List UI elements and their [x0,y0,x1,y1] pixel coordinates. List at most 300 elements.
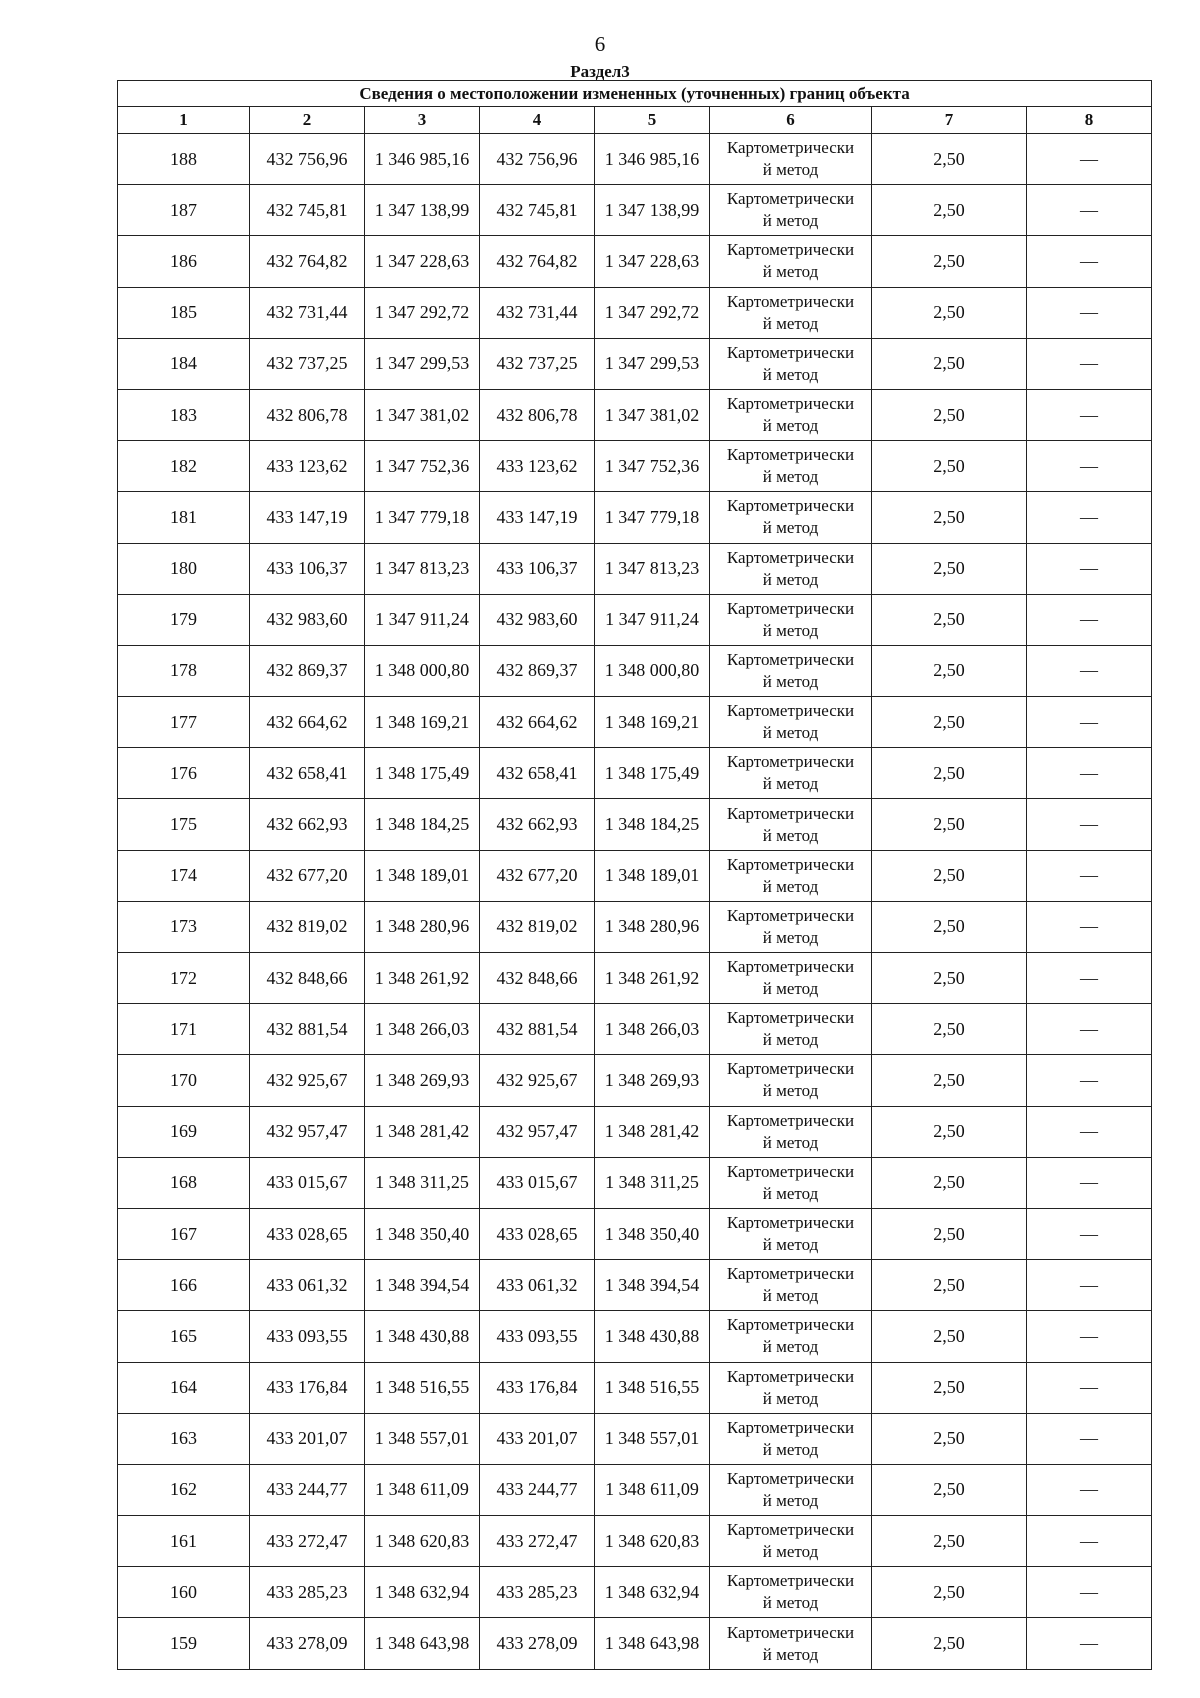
x-existing-cell: 432 925,67 [250,1055,365,1106]
y-new-cell: 1 348 261,92 [595,953,710,1004]
accuracy-cell: 2,50 [872,492,1027,543]
accuracy-cell: 2,50 [872,697,1027,748]
y-new-cell: 1 348 266,03 [595,1004,710,1055]
point-number-cell: 173 [118,901,250,952]
y-existing-cell: 1 347 752,36 [365,441,480,492]
method-cell [710,1464,872,1515]
table-row [118,441,1152,492]
y-existing-cell: 1 348 394,54 [365,1260,480,1311]
method-line-1: Картометрически [726,1520,855,1540]
method-line-2: й метод [762,364,819,384]
table-row [118,748,1152,799]
table-row [118,799,1152,850]
method-line-1: Картометрически [726,342,855,362]
x-existing-cell: 432 756,96 [250,134,365,185]
method-cell [710,901,872,952]
method-line-1: Картометрически [726,649,855,669]
table-row [118,1311,1152,1362]
method-line-1: Картометрически [726,598,855,618]
accuracy-cell: 2,50 [872,185,1027,236]
description-cell: — [1027,1567,1152,1618]
table-row [118,389,1152,440]
x-existing-cell: 433 028,65 [250,1208,365,1259]
description-cell: — [1027,953,1152,1004]
method-cell [710,236,872,287]
table-row [118,1055,1152,1106]
method-line-1: Картометрически [726,240,855,260]
point-number-cell: 169 [118,1106,250,1157]
x-existing-cell: 432 677,20 [250,850,365,901]
method-cell [710,1618,872,1669]
method-line-2: й метод [762,1388,819,1408]
x-existing-cell: 432 658,41 [250,748,365,799]
accuracy-cell: 2,50 [872,1362,1027,1413]
x-existing-cell: 433 061,32 [250,1260,365,1311]
x-new-cell: 433 201,07 [480,1413,595,1464]
table-row [118,850,1152,901]
table-row [118,1362,1152,1413]
method-cell [710,1106,872,1157]
x-existing-cell: 432 745,81 [250,185,365,236]
x-existing-cell: 433 123,62 [250,441,365,492]
method-line-1: Картометрически [726,394,855,414]
x-existing-cell: 432 737,25 [250,338,365,389]
x-existing-cell: 433 244,77 [250,1464,365,1515]
x-new-cell: 432 658,41 [480,748,595,799]
y-new-cell: 1 347 228,63 [595,236,710,287]
accuracy-cell: 2,50 [872,1516,1027,1567]
x-existing-cell: 433 093,55 [250,1311,365,1362]
method-cell [710,389,872,440]
method-cell [710,748,872,799]
y-new-cell: 1 347 299,53 [595,338,710,389]
point-number-cell: 166 [118,1260,250,1311]
x-existing-cell: 432 869,37 [250,645,365,696]
method-line-1: Картометрически [726,1213,855,1233]
y-existing-cell: 1 348 620,83 [365,1516,480,1567]
method-line-1: Картометрически [726,854,855,874]
description-cell: — [1027,134,1152,185]
y-new-cell: 1 347 138,99 [595,185,710,236]
method-cell [710,1311,872,1362]
point-number-cell: 179 [118,594,250,645]
method-line-1: Картометрически [726,1468,855,1488]
method-cell [710,543,872,594]
x-existing-cell: 433 278,09 [250,1618,365,1669]
y-existing-cell: 1 348 266,03 [365,1004,480,1055]
y-existing-cell: 1 347 911,24 [365,594,480,645]
point-number-cell: 178 [118,645,250,696]
method-cell [710,594,872,645]
method-cell [710,1157,872,1208]
accuracy-cell: 2,50 [872,389,1027,440]
x-existing-cell: 432 881,54 [250,1004,365,1055]
description-cell: — [1027,1157,1152,1208]
accuracy-cell: 2,50 [872,594,1027,645]
y-new-cell: 1 348 516,55 [595,1362,710,1413]
y-existing-cell: 1 348 261,92 [365,953,480,1004]
description-cell: — [1027,748,1152,799]
y-existing-cell: 1 348 000,80 [365,645,480,696]
method-line-1: Картометрически [726,138,855,158]
y-new-cell: 1 348 643,98 [595,1618,710,1669]
method-line-2: й метод [762,467,819,487]
description-cell: — [1027,1055,1152,1106]
y-existing-cell: 1 348 280,96 [365,901,480,952]
method-line-1: Картометрически [726,1008,855,1028]
point-number-cell: 184 [118,338,250,389]
x-new-cell: 432 745,81 [480,185,595,236]
description-cell: — [1027,1413,1152,1464]
point-number-cell: 185 [118,287,250,338]
x-new-cell: 432 737,25 [480,338,595,389]
method-line-2: й метод [762,569,819,589]
y-new-cell: 1 348 620,83 [595,1516,710,1567]
y-existing-cell: 1 348 269,93 [365,1055,480,1106]
accuracy-cell: 2,50 [872,645,1027,696]
y-new-cell: 1 348 280,96 [595,901,710,952]
y-new-cell: 1 348 311,25 [595,1157,710,1208]
method-line-2: й метод [762,876,819,896]
point-number-cell: 172 [118,953,250,1004]
accuracy-cell: 2,50 [872,1260,1027,1311]
x-new-cell: 433 147,19 [480,492,595,543]
method-cell [710,1208,872,1259]
description-cell: — [1027,1362,1152,1413]
accuracy-cell: 2,50 [872,1004,1027,1055]
x-new-cell: 432 925,67 [480,1055,595,1106]
method-line-2: й метод [762,927,819,947]
x-new-cell: 433 028,65 [480,1208,595,1259]
accuracy-cell: 2,50 [872,1311,1027,1362]
x-new-cell: 433 123,62 [480,441,595,492]
coordinates-table [117,80,1152,1670]
y-existing-cell: 1 347 299,53 [365,338,480,389]
method-line-2: й метод [762,1593,819,1613]
x-new-cell: 432 731,44 [480,287,595,338]
method-cell [710,1362,872,1413]
y-new-cell: 1 348 632,94 [595,1567,710,1618]
method-line-2: й метод [762,825,819,845]
table-row [118,1208,1152,1259]
method-cell [710,287,872,338]
method-cell [710,850,872,901]
description-cell: — [1027,441,1152,492]
y-new-cell: 1 348 430,88 [595,1311,710,1362]
method-line-2: й метод [762,1286,819,1306]
method-cell [710,338,872,389]
method-line-1: Картометрически [726,1571,855,1591]
x-new-cell: 432 869,37 [480,645,595,696]
accuracy-cell: 2,50 [872,1464,1027,1515]
y-existing-cell: 1 347 292,72 [365,287,480,338]
x-existing-cell: 432 764,82 [250,236,365,287]
point-number-cell: 164 [118,1362,250,1413]
y-new-cell: 1 348 281,42 [595,1106,710,1157]
description-cell: — [1027,492,1152,543]
x-new-cell: 433 272,47 [480,1516,595,1567]
x-new-cell: 432 957,47 [480,1106,595,1157]
method-line-2: й метод [762,262,819,282]
method-line-1: Картометрически [726,957,855,977]
table-row [118,1516,1152,1567]
table-row [118,287,1152,338]
method-cell [710,1055,872,1106]
x-new-cell: 432 848,66 [480,953,595,1004]
x-existing-cell: 433 106,37 [250,543,365,594]
description-cell: — [1027,1208,1152,1259]
description-cell: — [1027,1004,1152,1055]
method-line-1: Картометрически [726,445,855,465]
method-line-1: Картометрически [726,189,855,209]
page-number: 6 [594,32,606,56]
point-number-cell: 171 [118,1004,250,1055]
method-line-1: Картометрически [726,701,855,721]
point-number-cell: 159 [118,1618,250,1669]
table-row [118,236,1152,287]
description-cell: — [1027,645,1152,696]
accuracy-cell: 2,50 [872,799,1027,850]
description-cell: — [1027,338,1152,389]
point-number-cell: 183 [118,389,250,440]
x-new-cell: 433 015,67 [480,1157,595,1208]
x-existing-cell: 432 664,62 [250,697,365,748]
point-number-cell: 170 [118,1055,250,1106]
method-line-1: Картометрически [726,905,855,925]
y-existing-cell: 1 348 311,25 [365,1157,480,1208]
x-new-cell: 433 285,23 [480,1567,595,1618]
method-line-2: й метод [762,1132,819,1152]
point-number-cell: 175 [118,799,250,850]
table-row [118,953,1152,1004]
method-line-1: Картометрически [726,1622,855,1642]
point-number-cell: 188 [118,134,250,185]
description-cell: — [1027,901,1152,952]
x-existing-cell: 432 848,66 [250,953,365,1004]
method-cell [710,1004,872,1055]
method-line-2: й метод [762,1183,819,1203]
description-cell: — [1027,1260,1152,1311]
y-new-cell: 1 348 350,40 [595,1208,710,1259]
x-existing-cell: 433 147,19 [250,492,365,543]
table-row [118,1157,1152,1208]
y-existing-cell: 1 347 228,63 [365,236,480,287]
method-line-2: й метод [762,1542,819,1562]
column-number-4: 4 [480,107,595,134]
y-new-cell: 1 348 000,80 [595,645,710,696]
x-new-cell: 433 106,37 [480,543,595,594]
y-new-cell: 1 347 381,02 [595,389,710,440]
x-existing-cell: 433 015,67 [250,1157,365,1208]
point-number-cell: 177 [118,697,250,748]
method-cell [710,1516,872,1567]
point-number-cell: 161 [118,1516,250,1567]
column-number-8: 8 [1027,107,1152,134]
method-line-2: й метод [762,313,819,333]
method-line-2: й метод [762,620,819,640]
y-existing-cell: 1 348 184,25 [365,799,480,850]
method-cell [710,441,872,492]
method-line-2: й метод [762,723,819,743]
x-existing-cell: 433 201,07 [250,1413,365,1464]
method-line-2: й метод [762,1644,819,1664]
method-line-2: й метод [762,1439,819,1459]
x-existing-cell: 432 957,47 [250,1106,365,1157]
point-number-cell: 163 [118,1413,250,1464]
description-cell: — [1027,1516,1152,1567]
y-new-cell: 1 348 189,01 [595,850,710,901]
table-row [118,185,1152,236]
point-number-cell: 187 [118,185,250,236]
table-row [118,594,1152,645]
description-cell: — [1027,1106,1152,1157]
method-line-1: Картометрически [726,1161,855,1181]
x-existing-cell: 433 285,23 [250,1567,365,1618]
accuracy-cell: 2,50 [872,543,1027,594]
table-body [118,134,1152,1670]
x-new-cell: 432 764,82 [480,236,595,287]
table-row [118,338,1152,389]
accuracy-cell: 2,50 [872,1106,1027,1157]
x-new-cell: 433 093,55 [480,1311,595,1362]
table-row [118,1464,1152,1515]
point-number-cell: 167 [118,1208,250,1259]
table-row [118,1618,1152,1669]
table-caption: Сведения о местоположении измененных (уточненных) границ объекта [118,81,1152,107]
accuracy-cell: 2,50 [872,953,1027,1004]
y-new-cell: 1 348 175,49 [595,748,710,799]
accuracy-cell: 2,50 [872,338,1027,389]
y-new-cell: 1 347 292,72 [595,287,710,338]
description-cell: — [1027,594,1152,645]
x-existing-cell: 432 983,60 [250,594,365,645]
y-existing-cell: 1 348 281,42 [365,1106,480,1157]
y-existing-cell: 1 348 189,01 [365,850,480,901]
method-line-2: й метод [762,211,819,231]
y-existing-cell: 1 348 175,49 [365,748,480,799]
method-line-2: й метод [762,518,819,538]
method-line-2: й метод [762,1081,819,1101]
y-new-cell: 1 348 169,21 [595,697,710,748]
method-cell [710,1413,872,1464]
method-line-2: й метод [762,979,819,999]
y-new-cell: 1 348 269,93 [595,1055,710,1106]
description-cell: — [1027,1464,1152,1515]
method-line-1: Картометрически [726,1059,855,1079]
description-cell: — [1027,287,1152,338]
method-line-1: Картометрически [726,291,855,311]
method-cell [710,697,872,748]
method-line-1: Картометрически [726,1315,855,1335]
point-number-cell: 180 [118,543,250,594]
x-existing-cell: 432 819,02 [250,901,365,952]
y-existing-cell: 1 347 381,02 [365,389,480,440]
section-title: Раздел3 [570,62,630,81]
point-number-cell: 174 [118,850,250,901]
y-existing-cell: 1 347 779,18 [365,492,480,543]
accuracy-cell: 2,50 [872,287,1027,338]
column-number-2: 2 [250,107,365,134]
method-line-1: Картометрически [726,547,855,567]
accuracy-cell: 2,50 [872,748,1027,799]
description-cell: — [1027,389,1152,440]
method-cell [710,185,872,236]
x-new-cell: 433 278,09 [480,1618,595,1669]
y-existing-cell: 1 348 169,21 [365,697,480,748]
table-row [118,645,1152,696]
y-existing-cell: 1 348 632,94 [365,1567,480,1618]
description-cell: — [1027,697,1152,748]
x-existing-cell: 432 662,93 [250,799,365,850]
method-line-1: Картометрически [726,1264,855,1284]
method-line-2: й метод [762,416,819,436]
method-line-1: Картометрически [726,1366,855,1386]
description-cell: — [1027,185,1152,236]
table-row [118,901,1152,952]
method-line-2: й метод [762,1030,819,1050]
accuracy-cell: 2,50 [872,1208,1027,1259]
y-new-cell: 1 348 394,54 [595,1260,710,1311]
table-row [118,1567,1152,1618]
y-existing-cell: 1 347 813,23 [365,543,480,594]
y-new-cell: 1 348 184,25 [595,799,710,850]
accuracy-cell: 2,50 [872,1567,1027,1618]
y-existing-cell: 1 348 611,09 [365,1464,480,1515]
method-cell [710,799,872,850]
description-cell: — [1027,799,1152,850]
method-line-2: й метод [762,774,819,794]
x-new-cell: 432 806,78 [480,389,595,440]
x-new-cell: 432 881,54 [480,1004,595,1055]
method-line-2: й метод [762,1235,819,1255]
method-cell [710,134,872,185]
table-row [118,1106,1152,1157]
column-number-5: 5 [595,107,710,134]
y-existing-cell: 1 348 516,55 [365,1362,480,1413]
method-line-2: й метод [762,1337,819,1357]
table-row [118,1260,1152,1311]
accuracy-cell: 2,50 [872,1157,1027,1208]
table-row [118,1004,1152,1055]
y-new-cell: 1 348 557,01 [595,1413,710,1464]
table-row [118,1413,1152,1464]
y-new-cell: 1 347 813,23 [595,543,710,594]
accuracy-cell: 2,50 [872,850,1027,901]
accuracy-cell: 2,50 [872,1055,1027,1106]
method-line-1: Картометрически [726,1417,855,1437]
point-number-cell: 181 [118,492,250,543]
column-number-1: 1 [118,107,250,134]
accuracy-cell: 2,50 [872,441,1027,492]
point-number-cell: 176 [118,748,250,799]
x-existing-cell: 432 806,78 [250,389,365,440]
point-number-cell: 165 [118,1311,250,1362]
x-new-cell: 433 061,32 [480,1260,595,1311]
column-number-6: 6 [710,107,872,134]
description-cell: — [1027,1618,1152,1669]
accuracy-cell: 2,50 [872,236,1027,287]
description-cell: — [1027,236,1152,287]
column-number-7: 7 [872,107,1027,134]
x-existing-cell: 433 272,47 [250,1516,365,1567]
y-existing-cell: 1 348 430,88 [365,1311,480,1362]
method-line-1: Картометрически [726,803,855,823]
method-line-2: й метод [762,671,819,691]
y-new-cell: 1 346 985,16 [595,134,710,185]
table-row [118,492,1152,543]
point-number-cell: 162 [118,1464,250,1515]
table-row [118,697,1152,748]
